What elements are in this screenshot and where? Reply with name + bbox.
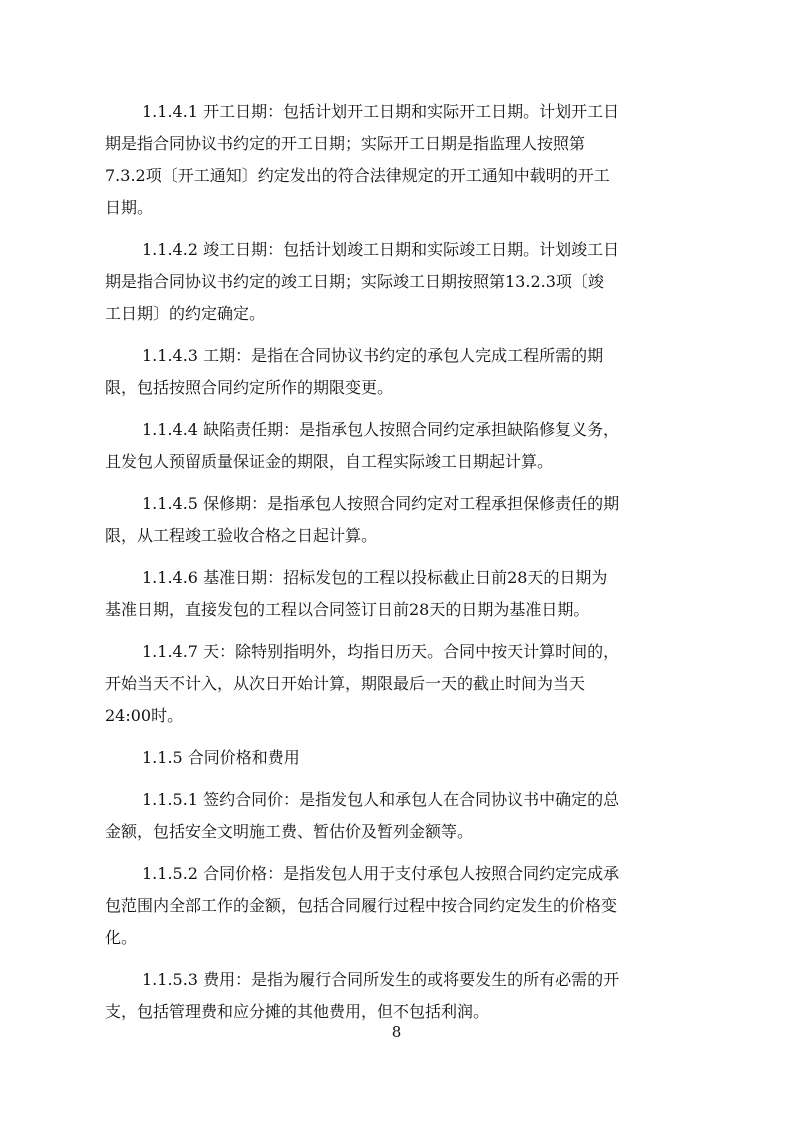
clause-heading-line: 1.1.4.7 天：除特别指明外，均指日历天。合同中按天计算时间的， [142, 642, 620, 661]
page-number: 8 [391, 1023, 402, 1041]
paragraph-1-1-5-1 [105, 784, 693, 848]
paragraph-line: 支，包括管理费和应分摊的其他费用，但不包括利润。 [105, 1002, 490, 1021]
paragraph-1-1-4-6 [105, 562, 693, 626]
paragraph-line: 基准日期，直接发包的工程以合同签订日前28天的日期为基准日期。 [105, 600, 590, 619]
paragraph-line: 且发包人预留质量保证金的期限，自工程实际竣工日期起计算。 [105, 452, 554, 471]
paragraph-1-1-4-1 [105, 96, 693, 224]
clause-heading-line: 1.1.5.3 费用：是指为履行合同所发生的或将要发生的所有必需的开 [142, 970, 620, 989]
paragraph-1-1-4-2 [105, 234, 693, 330]
paragraph-1-1-5-2 [105, 858, 693, 954]
paragraph-1-1-4-3 [105, 340, 693, 404]
paragraph-1-1-4-7 [105, 636, 693, 732]
paragraph-line: 限，从工程竣工验收合格之日起计算。 [105, 526, 378, 545]
paragraph-1-1-5-3 [105, 964, 693, 1028]
paragraph-line: 7.3.2项〔开工通知〕约定发出的符合法律规定的开工通知中载明的开工 [105, 166, 610, 185]
paragraph-1-1-4-4 [105, 414, 693, 478]
paragraph-line: 日期。 [105, 198, 154, 217]
clause-heading-line: 1.1.4.4 缺陷责任期：是指承包人按照合同约定承担缺陷修复义务， [142, 420, 620, 439]
paragraph-1-1-4-5 [105, 488, 693, 552]
paragraph-line: 化。 [105, 928, 138, 947]
paragraph-line: 限，包括按照合同约定所作的期限变更。 [105, 378, 394, 397]
clause-heading-line: 1.1.4.3 工期：是指在合同协议书约定的承包人完成工程所需的期 [142, 346, 604, 365]
clause-heading-line: 1.1.4.1 开工日期：包括计划开工日期和实际开工日期。计划开工日 [142, 102, 620, 121]
clause-heading-line: 1.1.5 合同价格和费用 [142, 748, 300, 767]
clause-heading-line: 1.1.4.2 竣工日期：包括计划竣工日期和实际竣工日期。计划竣工日 [142, 240, 620, 259]
paragraph-line: 包范围内全部工作的金额，包括合同履行过程中按合同约定发生的价格变 [105, 896, 618, 915]
document-body [105, 96, 693, 1038]
clause-heading-line: 1.1.5.2 合同价格：是指发包人用于支付承包人按照合同约定完成承 [142, 864, 620, 883]
clause-heading-line: 1.1.4.6 基准日期：招标发包的工程以投标截止日前28天的日期为 [142, 568, 608, 587]
paragraph-line: 24:00时。 [105, 706, 184, 725]
paragraph-line: 工日期〕的约定确定。 [105, 304, 266, 323]
paragraph-line: 开始当天不计入，从次日开始计算，期限最后一天的截止时间为当天 [105, 674, 586, 693]
paragraph-1-1-5 [105, 742, 693, 774]
paragraph-line: 金额，包括安全文明施工费、暂估价及暂列金额等。 [105, 822, 474, 841]
clause-heading-line: 1.1.5.1 签约合同价：是指发包人和承包人在合同协议书中确定的总 [142, 790, 620, 809]
paragraph-line: 期是指合同协议书约定的开工日期；实际开工日期是指监理人按照第 [105, 134, 586, 153]
clause-heading-line: 1.1.4.5 保修期：是指承包人按照合同约定对工程承担保修责任的期 [142, 494, 620, 513]
paragraph-line: 期是指合同协议书约定的竣工日期；实际竣工日期按照第13.2.3项〔竣 [105, 272, 604, 291]
